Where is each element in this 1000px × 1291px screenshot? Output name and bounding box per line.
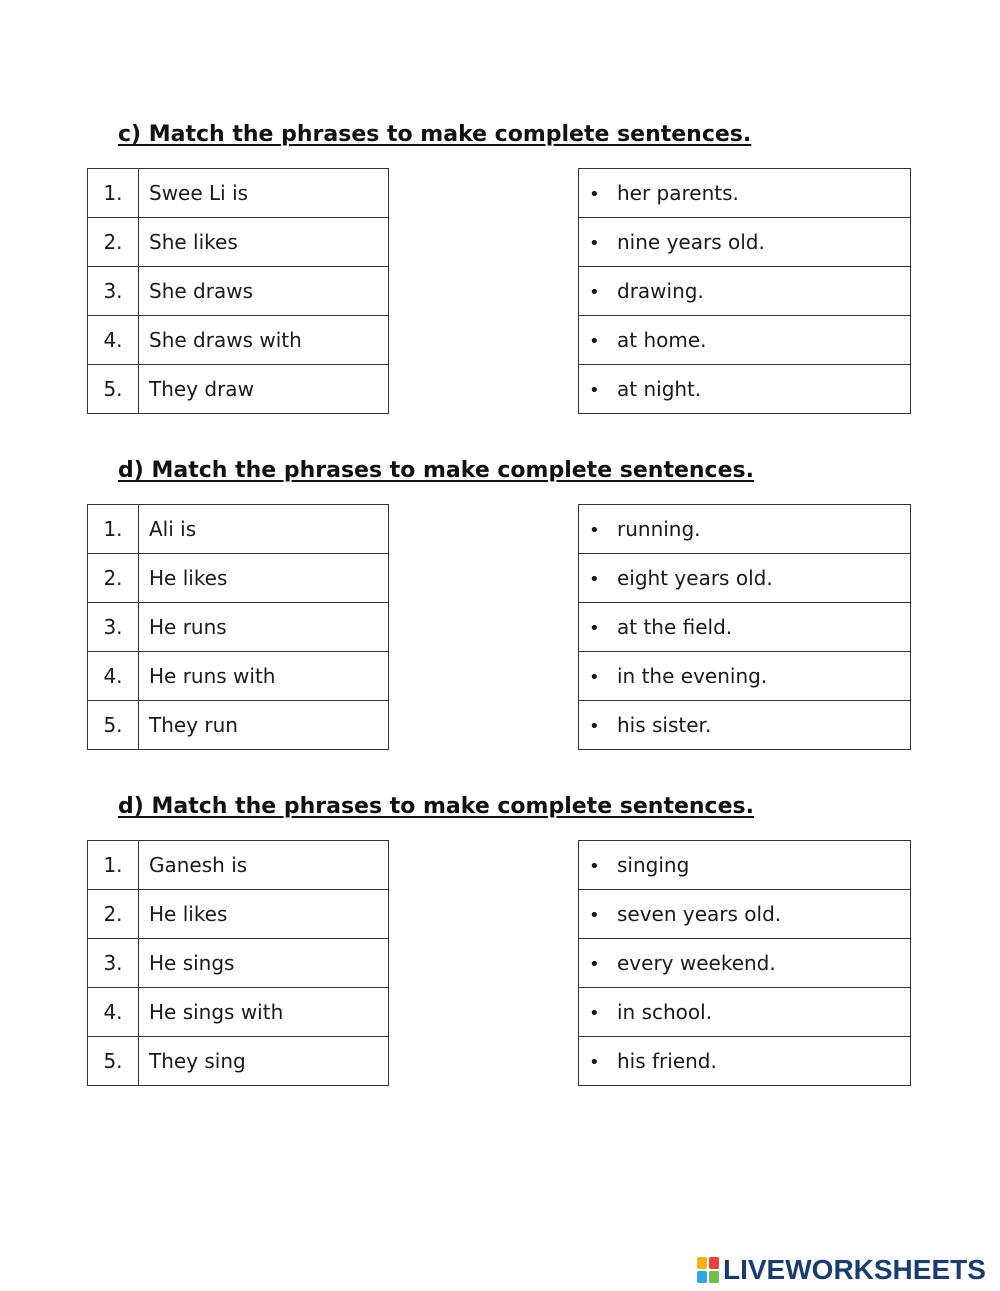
right-phrase-cell[interactable] [579, 505, 911, 554]
left-phrase: He runs [139, 603, 389, 652]
left-phrase: She draws with [139, 316, 389, 365]
left-phrase: She likes [139, 218, 389, 267]
row-number: 3. [88, 267, 139, 316]
right-phrase: at the field. [617, 615, 733, 639]
left-phrase: They sing [139, 1037, 389, 1086]
right-phrase: his friend. [617, 1049, 717, 1073]
table-row [88, 603, 389, 652]
right-phrase-cell[interactable] [579, 1037, 911, 1086]
row-number: 4. [88, 652, 139, 701]
bullet-icon: • [589, 1003, 600, 1024]
right-phrase: her parents. [617, 181, 739, 205]
right-phrase-cell[interactable] [579, 169, 911, 218]
right-phrase-cell[interactable] [579, 890, 911, 939]
left-phrases-table [87, 168, 389, 414]
row-number: 1. [88, 169, 139, 218]
left-phrase: He likes [139, 890, 389, 939]
right-phrase-cell[interactable] [579, 988, 911, 1037]
left-phrases-table [87, 840, 389, 1086]
right-phrase: every weekend. [617, 951, 776, 975]
table-row [88, 505, 389, 554]
table-row [88, 701, 389, 750]
table-row [579, 939, 911, 988]
bullet-icon: • [589, 856, 600, 877]
left-phrase: Swee Li is [139, 169, 389, 218]
table-row [88, 988, 389, 1037]
row-number: 1. [88, 505, 139, 554]
right-phrases-table [578, 840, 911, 1086]
table-row [579, 652, 911, 701]
section-heading: c) Match the phrases to make complete sentences. [118, 122, 752, 147]
table-row [88, 267, 389, 316]
left-phrase: They run [139, 701, 389, 750]
bullet-icon: • [589, 667, 600, 688]
bullet-icon: • [589, 233, 600, 254]
right-phrase-cell[interactable] [579, 841, 911, 890]
bullet-icon: • [589, 282, 600, 303]
left-phrase: He sings with [139, 988, 389, 1037]
table-row [579, 554, 911, 603]
table-row [88, 939, 389, 988]
bullet-icon: • [589, 520, 600, 541]
table-row [579, 701, 911, 750]
bullet-icon: • [589, 380, 600, 401]
left-phrase: She draws [139, 267, 389, 316]
right-phrase: drawing. [617, 279, 704, 303]
right-phrases-table [578, 168, 911, 414]
table-row [88, 316, 389, 365]
table-row [579, 505, 911, 554]
right-phrase: in school. [617, 1000, 713, 1024]
right-phrase-cell[interactable] [579, 939, 911, 988]
table-row [88, 652, 389, 701]
logo-text: LIVEWORKSHEETS [723, 1254, 986, 1285]
bullet-icon: • [589, 954, 600, 975]
right-phrase-cell[interactable] [579, 316, 911, 365]
right-phrase: at night. [617, 377, 702, 401]
row-number: 2. [88, 218, 139, 267]
row-number: 3. [88, 939, 139, 988]
right-phrase-cell[interactable] [579, 218, 911, 267]
table-row [88, 365, 389, 414]
table-row [579, 841, 911, 890]
section-heading: d) Match the phrases to make complete sentences. [118, 794, 754, 819]
right-phrase-cell[interactable] [579, 267, 911, 316]
right-phrase: nine years old. [617, 230, 765, 254]
left-phrase: He likes [139, 554, 389, 603]
table-row [579, 1037, 911, 1086]
row-number: 4. [88, 316, 139, 365]
table-row [88, 554, 389, 603]
right-phrase: eight years old. [617, 566, 773, 590]
exercise-section-c [0, 122, 1000, 442]
bullet-icon: • [589, 618, 600, 639]
logo-block [709, 1257, 719, 1269]
row-number: 5. [88, 1037, 139, 1086]
left-phrase: They draw [139, 365, 389, 414]
table-row [579, 603, 911, 652]
bullet-icon: • [589, 569, 600, 590]
right-phrase: in the evening. [617, 664, 768, 688]
table-row [579, 267, 911, 316]
left-phrases-table [87, 504, 389, 750]
right-phrase-cell[interactable] [579, 652, 911, 701]
table-row [88, 841, 389, 890]
right-phrases-table [578, 504, 911, 750]
left-phrase: He sings [139, 939, 389, 988]
table-row [88, 218, 389, 267]
right-phrase: running. [617, 517, 701, 541]
table-row [88, 890, 389, 939]
row-number: 4. [88, 988, 139, 1037]
section-heading: d) Match the phrases to make complete sentences. [118, 458, 754, 483]
table-row [88, 169, 389, 218]
row-number: 5. [88, 365, 139, 414]
liveworksheets-logo[interactable] [697, 1255, 986, 1285]
left-phrase: Ali is [139, 505, 389, 554]
table-row [579, 365, 911, 414]
right-phrase-cell[interactable] [579, 603, 911, 652]
right-phrase: seven years old. [617, 902, 782, 926]
row-number: 2. [88, 554, 139, 603]
row-number: 1. [88, 841, 139, 890]
bullet-icon: • [589, 905, 600, 926]
table-row [579, 988, 911, 1037]
exercise-section-d2 [0, 794, 1000, 1114]
liveworksheets-logo-icon [697, 1257, 719, 1283]
left-phrase: Ganesh is [139, 841, 389, 890]
table-row [88, 1037, 389, 1086]
bullet-icon: • [589, 331, 600, 352]
table-row [579, 218, 911, 267]
left-phrase: He runs with [139, 652, 389, 701]
table-row [579, 890, 911, 939]
row-number: 2. [88, 890, 139, 939]
bullet-icon: • [589, 1052, 600, 1073]
table-row [579, 316, 911, 365]
right-phrase: his sister. [617, 713, 712, 737]
row-number: 5. [88, 701, 139, 750]
bullet-icon: • [589, 716, 600, 737]
right-phrase-cell[interactable] [579, 554, 911, 603]
exercise-section-d1 [0, 458, 1000, 778]
logo-block [709, 1271, 719, 1283]
bullet-icon: • [589, 184, 600, 205]
right-phrase: singing [617, 853, 690, 877]
row-number: 3. [88, 603, 139, 652]
table-row [579, 169, 911, 218]
right-phrase: at home. [617, 328, 707, 352]
right-phrase-cell[interactable] [579, 701, 911, 750]
right-phrase-cell[interactable] [579, 365, 911, 414]
logo-block [697, 1257, 707, 1269]
logo-block [697, 1271, 707, 1283]
